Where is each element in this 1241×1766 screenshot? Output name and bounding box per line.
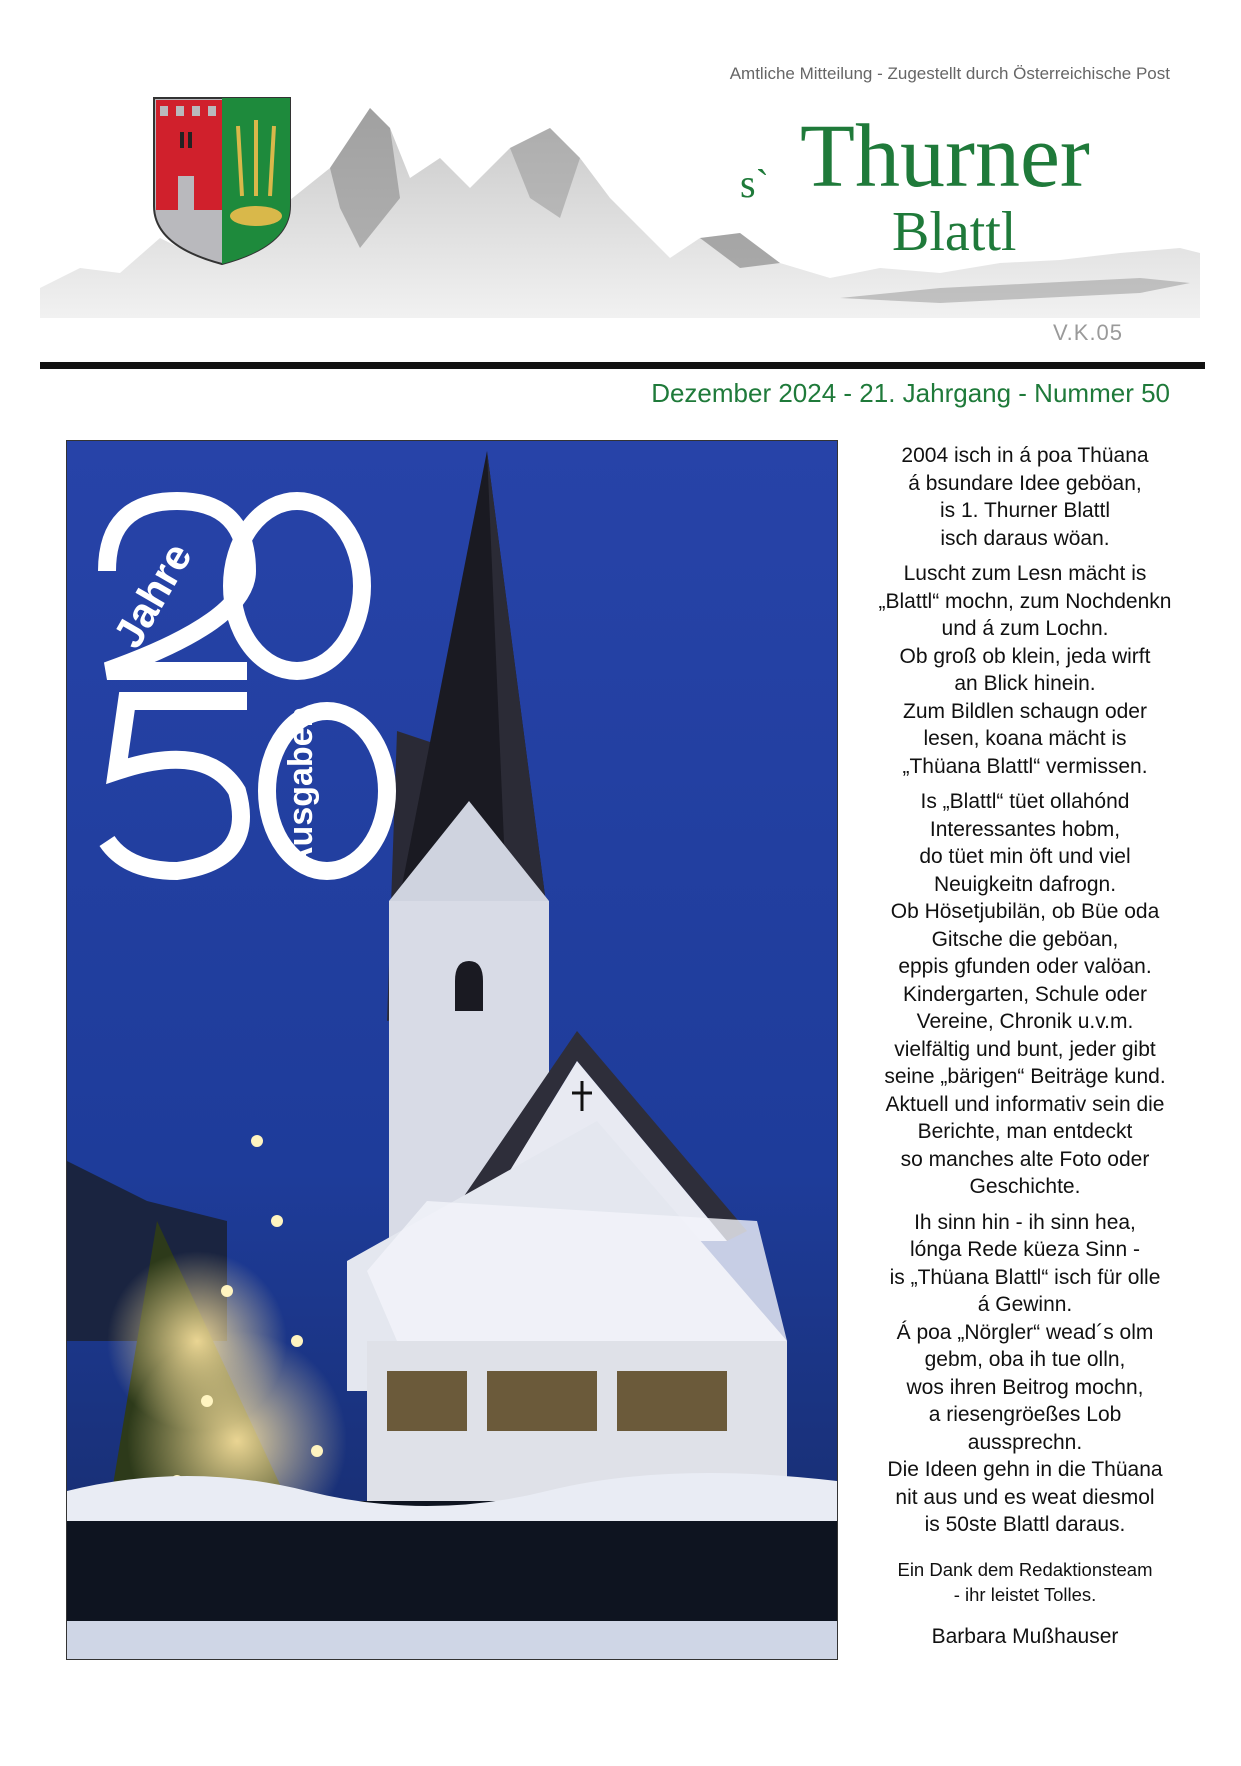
church-night-scene [67,441,837,1659]
poem-line: lónga Rede küeza Sinn - [910,1238,1140,1261]
thanks-line: - ihr leistet Tolles. [953,1583,1097,1605]
poem-line: Luscht zum Lesn mächt is [903,562,1147,585]
poem-line: Aktuell und informativ sein die [885,1092,1165,1116]
poem-line: is 50ste Blattl daraus. [924,1513,1126,1536]
poem-line: vielfältig und bunt, jeder gibt [894,1037,1156,1061]
title-main: Thurner [800,107,1090,206]
badge-word-ausgaben: Ausgaben [282,706,320,871]
poem-line: 2004 isch in á poa Thüana [901,444,1149,467]
poem-line: á bsundare Idee geböan, [908,471,1142,495]
badge-number-20: 20 [217,593,229,604]
title-prefix: s` [740,161,769,206]
cover-photo [66,440,838,1660]
poem-line: Á poa „Nörgler“ wead´s olm [896,1320,1154,1344]
poem-line: lesen, koana mächt is [923,727,1127,750]
poem-line: á Gewinn. [977,1293,1073,1316]
poem-line: und á zum Lochn. [941,617,1109,640]
header-note: Amtliche Mitteilung - Zugestellt durch Österreichische Post [729,64,1170,83]
poem-line: seine „bärigen“ Beiträge kund. [884,1065,1166,1088]
badge-number-50: 50 [217,793,229,804]
poem-stanza [850,788,1200,1201]
poem-line: Interessantes hobm, [929,817,1121,841]
poem [850,442,1200,1650]
poem-line: wos ihren Beitrog mochn, [906,1375,1144,1399]
poem-line: Zum Bildlen schaugn oder [903,699,1147,723]
poem-line: eppis gfunden oder valöan. [898,955,1152,978]
poem-line: Ih sinn hin - ih sinn hea, [914,1210,1136,1234]
poem-line: Geschichte. [969,1175,1081,1198]
poem-line: isch daraus wöan. [940,526,1110,550]
poem-line: aussprechn. [967,1430,1083,1454]
coat-of-arms-icon [152,96,292,266]
poem-line: Gitsche die geböan, [931,927,1119,951]
poem-line: „Blattl“ mochn, zum Nochdenkn [878,589,1172,613]
poem-line: Berichte, man entdeckt [917,1120,1133,1143]
poem-line: is „Thüana Blattl“ isch für olle [889,1265,1161,1289]
poem-line: Die Ideen gehn in die Thüana [887,1458,1163,1481]
thanks-line: Ein Dank dem Redaktionsteam [897,1558,1153,1580]
poem-line: a riesengröeßes Lob [928,1403,1122,1426]
badge-word-jahre: Jahre [104,534,201,656]
poem-line: do tüet min öft und viel [919,845,1131,868]
poem-line: Vereine, Chronik u.v.m. [916,1010,1134,1033]
poem-line: „Thüana Blattl“ vermissen. [902,754,1148,778]
poem-line: Kindergarten, Schule oder [903,982,1147,1006]
header-rule [40,362,1205,369]
issue-line: Dezember 2024 - 21. Jahrgang - Nummer 50 [651,378,1170,408]
poem-line: Ob groß ob klein, jeda wirft [899,644,1151,668]
poem-line: nit aus und es weat diesmol [895,1485,1155,1509]
poem-stanza [850,442,1200,552]
poem-stanza [850,560,1200,780]
poem-line: is 1. Thurner Blattl [939,499,1111,522]
poem-line: an Blick hinein. [954,672,1096,695]
artist-signature: V.K.05 [1053,320,1124,345]
poem-line: Is „Blattl“ tüet ollahónd [920,790,1130,813]
poem-line: Neuigkeitn dafrogn. [933,872,1117,896]
title-sub: Blattl [892,201,1017,263]
poem-line: gebm, oba ih tue olln, [924,1348,1126,1371]
thanks-note [850,1557,1200,1607]
poem-stanza [850,1209,1200,1539]
author-name: Barbara Mußhauser [931,1624,1119,1648]
poem-line: Ob Hösetjubilän, ob Büe oda [890,900,1160,923]
poem-line: so manches alte Foto oder [900,1147,1150,1171]
